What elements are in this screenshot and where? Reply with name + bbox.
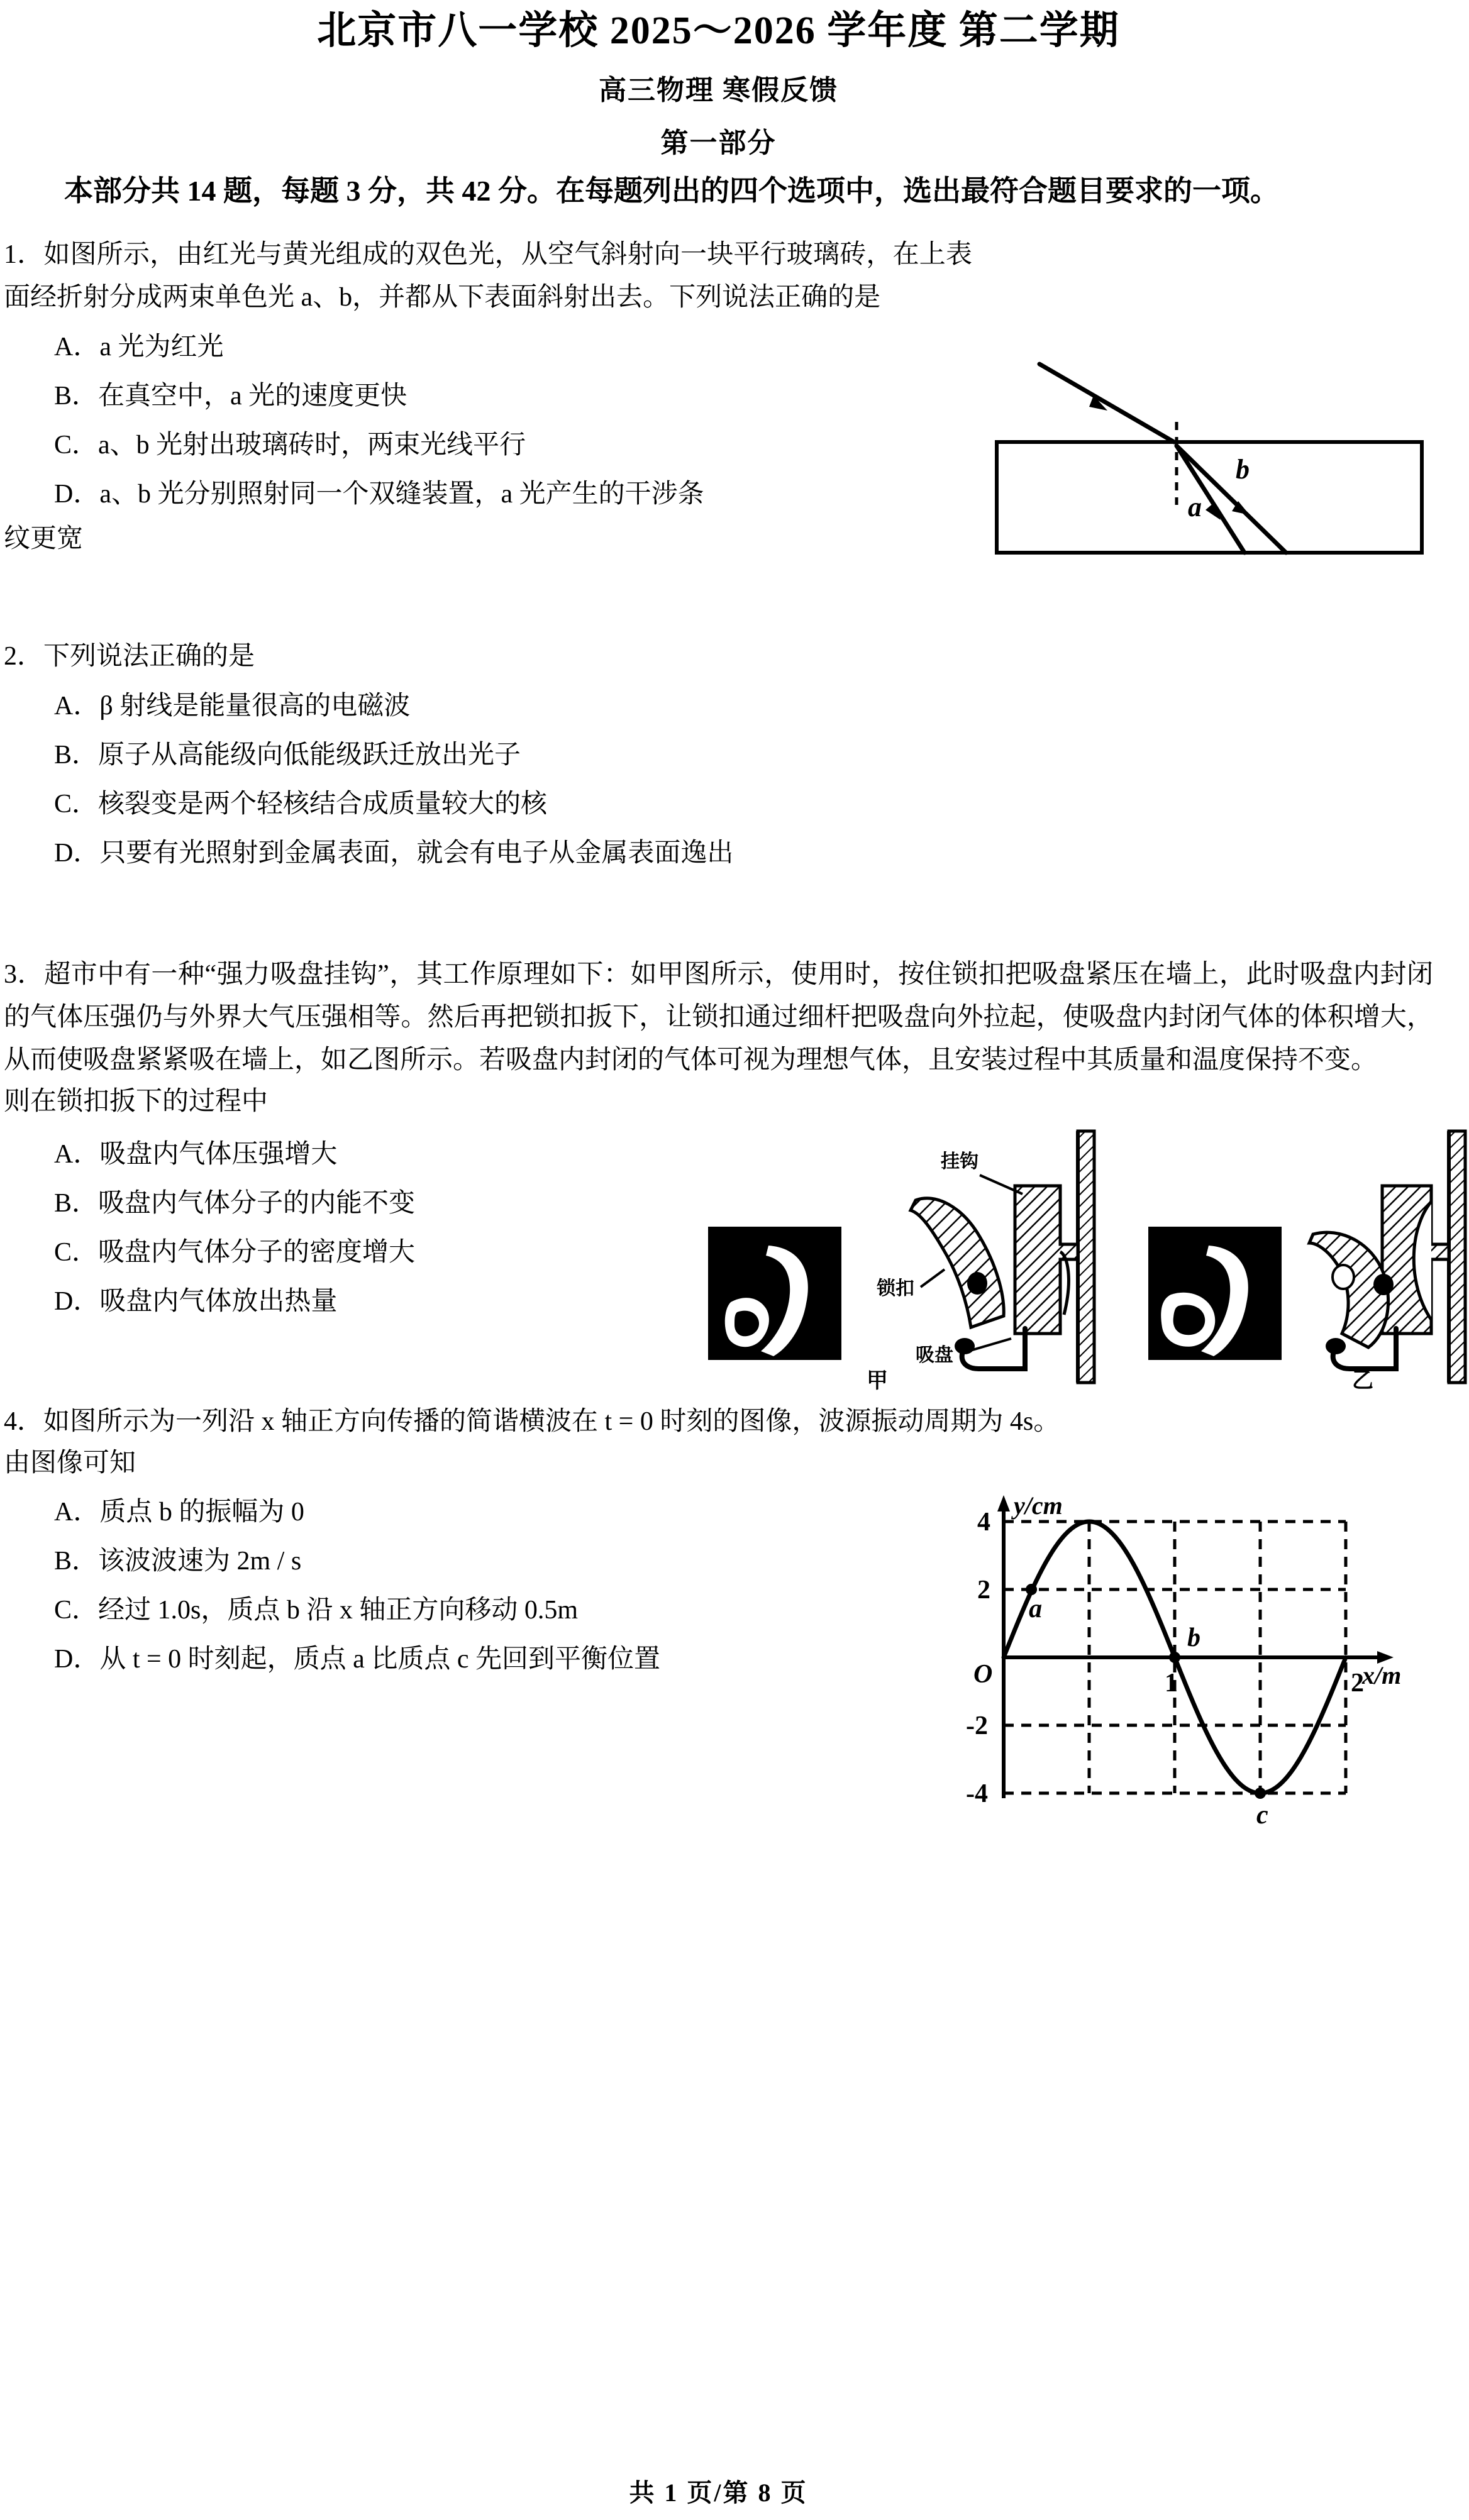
option-4-a[interactable]: A．质点 b 的振幅为 0 [54, 1498, 304, 1527]
page-footer: 共 1 页/第 8 页 [629, 2479, 808, 2507]
suction-cup-label: 吸盘 [916, 1345, 953, 1366]
wave-point-a-label: a [1029, 1594, 1043, 1624]
option-1-d[interactable]: D．a、b 光分别照射同一个双缝装置，a 光产生的干涉条 [54, 479, 704, 509]
question-3-body [0, 1126, 1437, 1393]
instructions-paragraph: 本部分共 14 题，每题 3 分，共 42 分。在每题列出的四个选项中，选出最符合题目要求的一项。 [64, 175, 1279, 207]
suction-hook-schematic-jia [877, 1131, 1094, 1383]
wave-point-b-dot [1169, 1652, 1180, 1663]
suction-hook-photo-right [1148, 1227, 1282, 1360]
wave-point-c-label: c [1256, 1801, 1268, 1830]
option-2-c[interactable]: C．核裂变是两个轻核结合成质量较大的核 [54, 789, 548, 819]
glass-brick-svg [990, 359, 1431, 560]
exam-page [0, 9, 1437, 2520]
question-2 [0, 635, 1437, 878]
wave-point-a-dot [1026, 1584, 1037, 1595]
option-2-b[interactable]: B．原子从高能级向低能级跃迁放出光子 [54, 740, 521, 770]
question-3-options [0, 1130, 708, 1326]
origin-label: O [973, 1660, 993, 1689]
question-4 [0, 1400, 1437, 1830]
question-4-number: 4． [4, 1407, 44, 1437]
option-1-c[interactable]: C．a、b 光射出玻璃砖时，两束光线平行 [54, 430, 526, 460]
wave-point-b-label: b [1187, 1623, 1200, 1653]
y-tick--2: -2 [966, 1711, 988, 1741]
hook-label: 挂钩 [941, 1151, 978, 1173]
part-title: 第一部分 [660, 128, 777, 159]
incident-ray-line [1039, 364, 1174, 442]
question-1-number: 1． [4, 240, 44, 269]
option-3-b[interactable]: B．吸盘内气体分子的内能不变 [54, 1189, 416, 1219]
x-tick-1: 1 [1165, 1669, 1178, 1698]
x-axis-label: x/m [1362, 1661, 1402, 1690]
option-2-a[interactable]: A．β 射线是能量很高的电磁波 [54, 691, 411, 721]
ray-b-label: b [1236, 453, 1250, 485]
ray-a-label: a [1188, 491, 1202, 522]
question-1-text: 如图所示，由红光与黄光组成的双色光，从空气斜射向一块平行玻璃砖，在上表面经折射分成两束单色光 a、b，并都从下表面斜射出去。下列说法正确的是 [4, 240, 972, 312]
figure-caption-yi: 乙 [1352, 1369, 1373, 1393]
figure-caption-jia: 甲 [867, 1369, 888, 1393]
question-3-stem [0, 953, 1437, 1081]
y-tick--4: -4 [966, 1779, 988, 1809]
y-axis-arrow-icon [997, 1495, 1010, 1511]
lock-lever-jia [911, 1198, 1004, 1327]
option-3-d[interactable]: D．吸盘内气体放出热量 [54, 1287, 338, 1317]
question-2-stem [0, 635, 1437, 678]
wave-point-c-dot [1255, 1788, 1266, 1799]
question-1-stem [0, 233, 976, 319]
question-2-options [0, 682, 1437, 878]
question-3 [0, 953, 1437, 1393]
suction-hook-photo-left [708, 1227, 841, 1360]
question-3-continuation: 则在锁扣扳下的过程中 [4, 1087, 269, 1117]
page-title: 北京市八一学校 2025～2026 学年度 第二学期 [317, 9, 1120, 52]
y-tick-4: 4 [977, 1508, 990, 1537]
option-4-c[interactable]: C．经过 1.0s，质点 b 沿 x 轴正方向移动 0.5m [54, 1596, 579, 1625]
lock-label: 锁扣 [877, 1278, 914, 1300]
wave-graph-svg [947, 1484, 1402, 1830]
option-2-d[interactable]: D．只要有光照射到金属表面，就会有电子从金属表面逸出 [54, 839, 734, 868]
suction-hook-schematic-yi [1309, 1131, 1465, 1383]
subject-subtitle: 高三物理 寒假反馈 [599, 75, 838, 106]
option-1-b[interactable]: B．在真空中，a 光的速度更快 [54, 381, 407, 411]
suction-cup-shape-jia [1015, 1186, 1078, 1334]
axis-labels [966, 1491, 1401, 1808]
question-3-text: 超市中有一种“强力吸盘挂钩”，其工作原理如下：如甲图所示，使用时，按住锁扣把吸盘紧压在墙上，此时吸盘内封闭的气体压强仍与外界大气压强相等。然后再把锁扣扳下，让锁扣通过细杆把吸盘向外拉起，使吸盘内封闭气体的体积增大，从而使吸盘紧紧吸在墙上，如乙图所示。若吸盘内封闭的气体可视为理想气体，且安装过程中其质量和温度保持不变。 [4, 960, 1433, 1075]
y-tick-2: 2 [977, 1576, 990, 1605]
option-1-d-continuation: 纹更宽 [4, 524, 84, 553]
question-2-number: 2． [4, 641, 44, 671]
question-4-body [0, 1484, 1437, 1830]
glass-brick-refraction-diagram [990, 359, 1431, 560]
suction-hook-svg [708, 1126, 1469, 1393]
wave-graph-figure [947, 1484, 1437, 1830]
option-4-d[interactable]: D．从 t = 0 时刻起，质点 a 比质点 c 先回到平衡位置 [54, 1645, 660, 1674]
question-4-continuation: 由图像可知 [4, 1449, 136, 1478]
option-3-c[interactable]: C．吸盘内气体分子的密度增大 [54, 1238, 416, 1268]
suction-hook-diagram [708, 1126, 1469, 1393]
option-4-b[interactable]: B．该波波速为 2m / s [54, 1547, 302, 1576]
question-4-stem [0, 1400, 1437, 1443]
question-1-options [0, 323, 997, 519]
question-4-options [0, 1488, 947, 1684]
question-3-number: 3． [4, 960, 45, 990]
question-2-text: 下列说法正确的是 [43, 641, 255, 671]
option-3-a[interactable]: A．吸盘内气体压强增大 [54, 1140, 338, 1169]
option-1-a[interactable]: A．a 光为红光 [54, 332, 224, 362]
question-4-text: 如图所示为一列沿 x 轴正方向传播的简谐横波在 t = 0 时刻的图像，波源振动周期为 4s。 [43, 1407, 1060, 1437]
question-1 [0, 233, 1437, 560]
x-tick-2: 2 [1351, 1669, 1364, 1698]
y-axis-label: y/cm [1014, 1491, 1063, 1520]
